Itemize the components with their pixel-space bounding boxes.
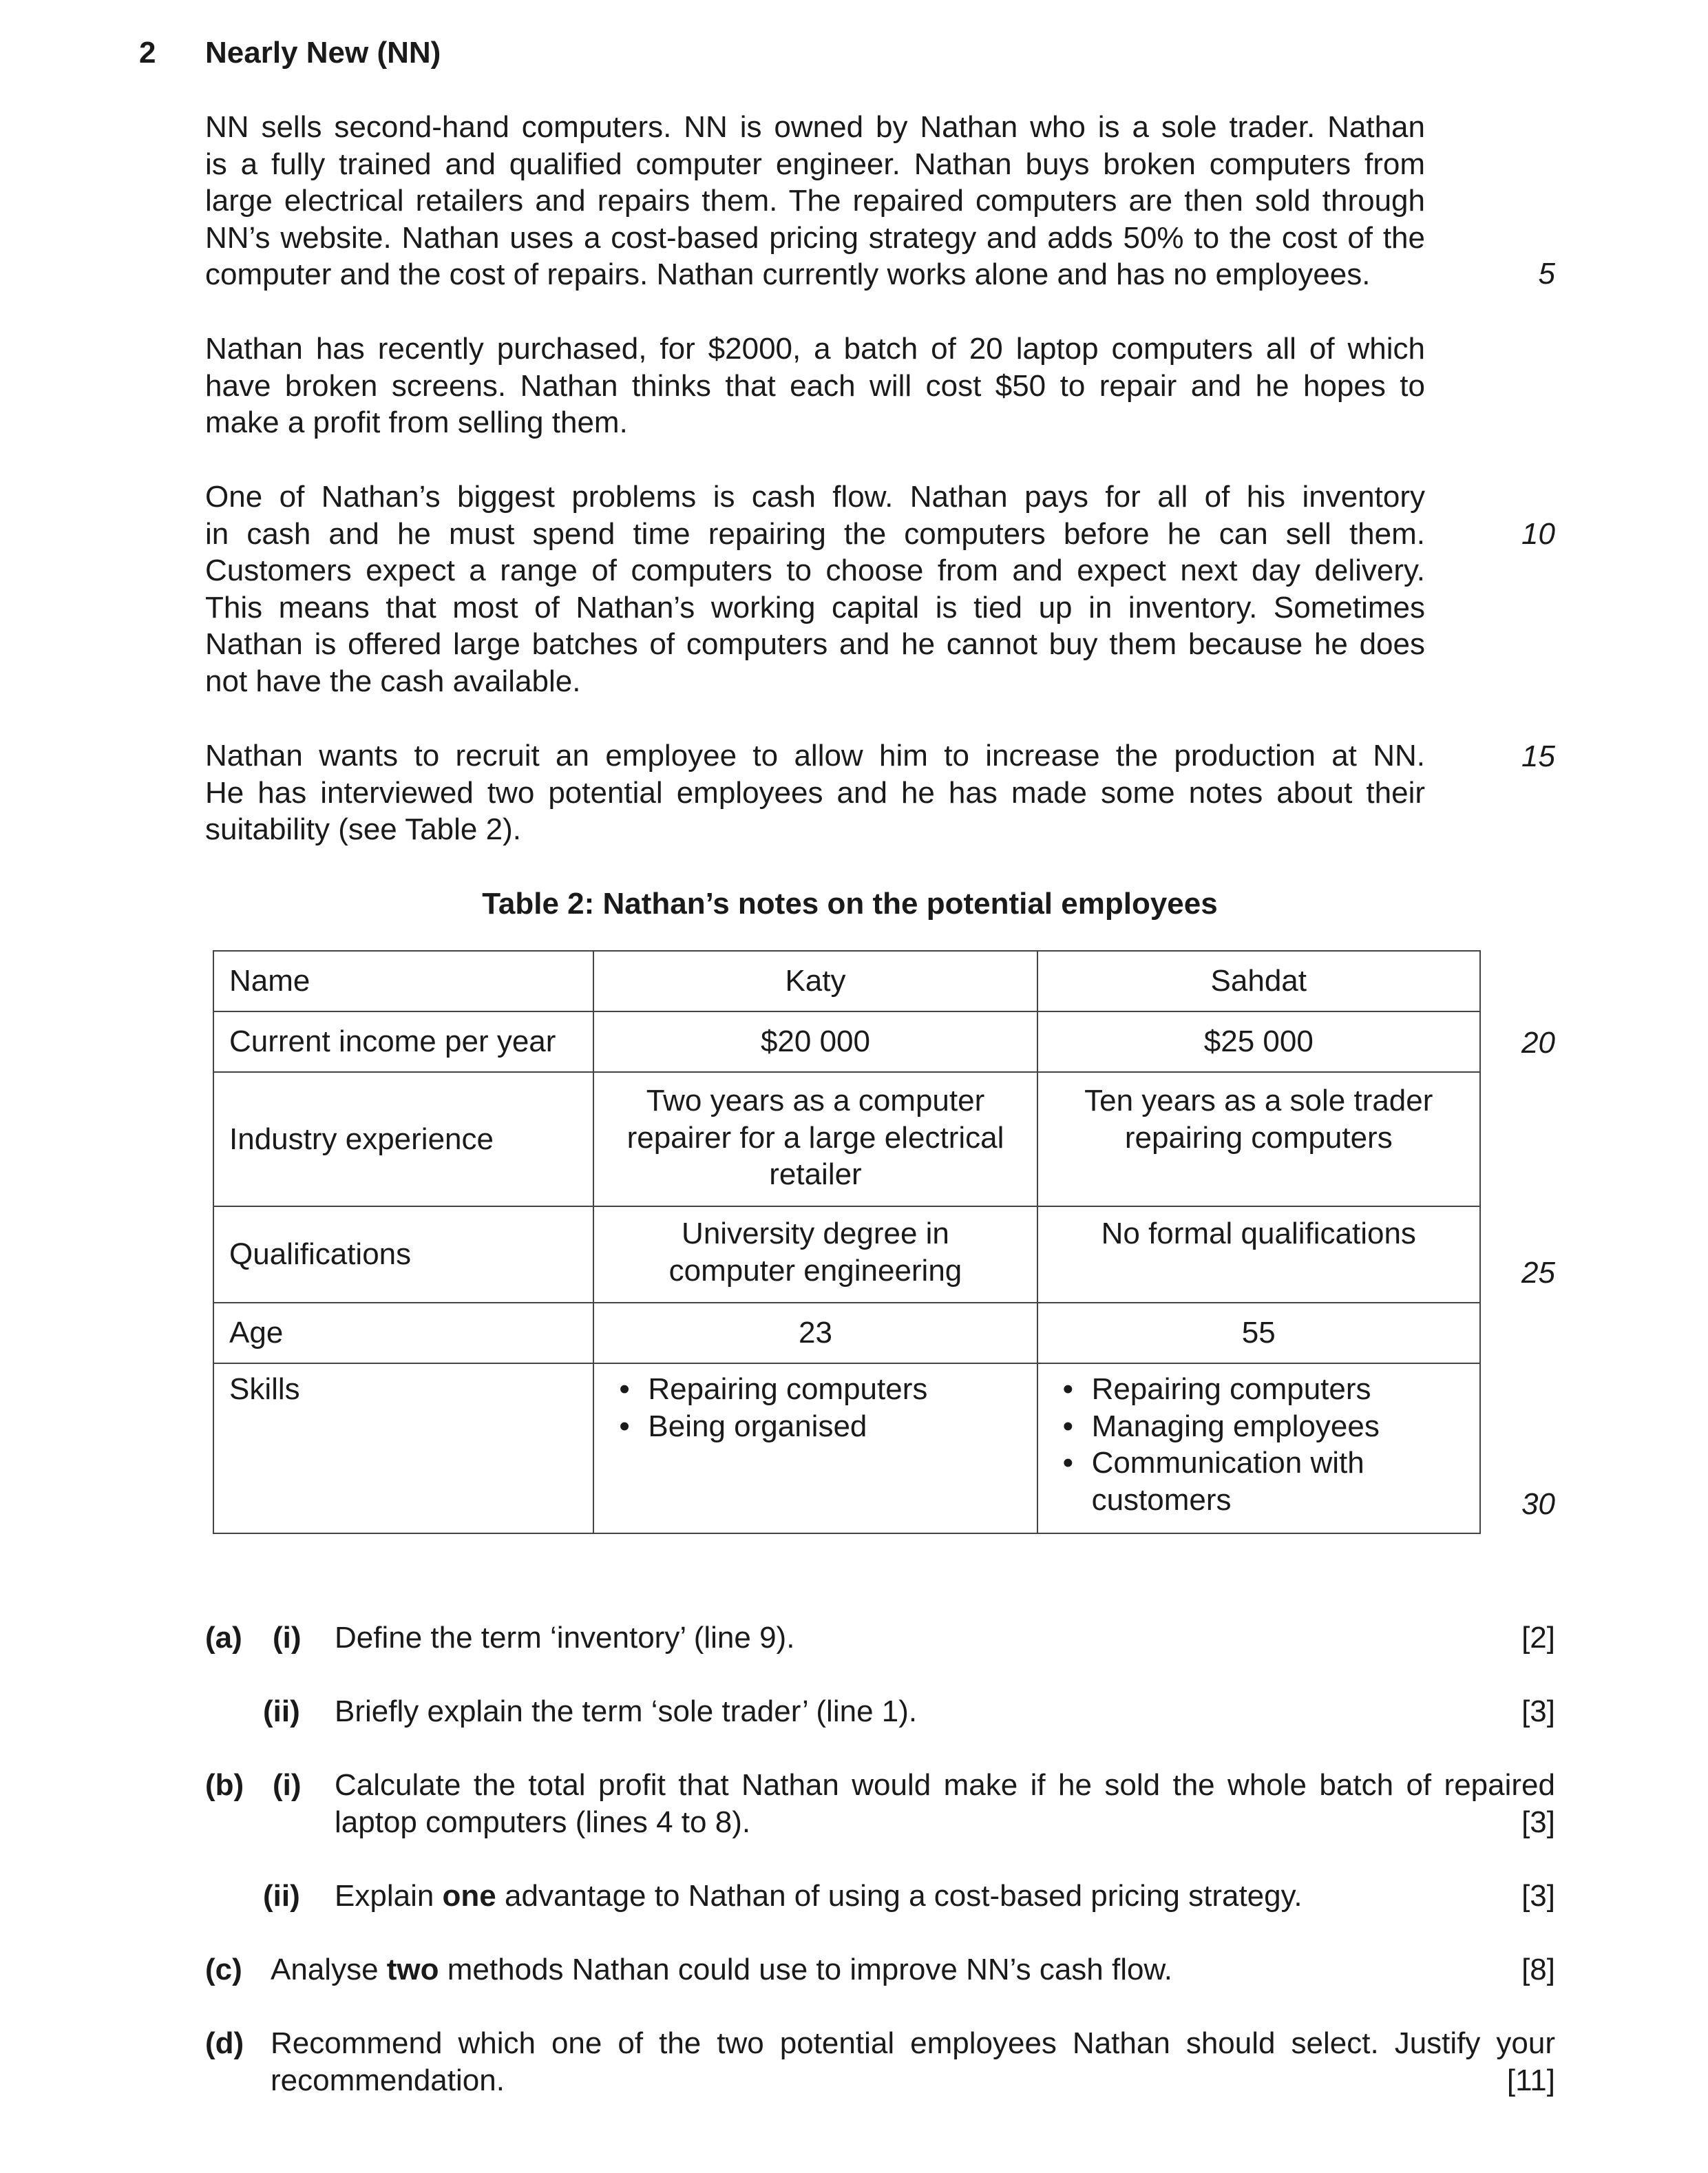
text-line: not have the cash available. bbox=[205, 664, 581, 698]
text-line: have broken screens. Nathan thinks that each will cost $50 to repair and he hopes to bbox=[205, 368, 1425, 403]
text-segment: Explain bbox=[335, 1879, 443, 1913]
cell-line: repairing computers bbox=[1124, 1120, 1393, 1155]
part-d-text-line2: recommendation. bbox=[271, 2064, 505, 2097]
sahdat-income-cell: $25 000 bbox=[1037, 1011, 1480, 1072]
part-a-label: (a) bbox=[205, 1621, 242, 1655]
table-row bbox=[213, 1072, 1480, 1206]
table-row bbox=[213, 1303, 1480, 1363]
text-segment: methods Nathan could use to improve NN’s cash flow. bbox=[439, 1953, 1173, 1986]
cell-line: University degree in bbox=[682, 1217, 949, 1250]
part-b-i-marks: [3] bbox=[1521, 1805, 1555, 1839]
part-a-i-label: (i) bbox=[273, 1621, 302, 1655]
skills-list bbox=[1053, 1371, 1464, 1518]
text-line: make a profit from selling them. bbox=[205, 406, 628, 440]
emphasis-text: one bbox=[442, 1879, 496, 1913]
table-caption bbox=[0, 887, 1708, 921]
row-label: Age bbox=[213, 1303, 593, 1363]
table-row bbox=[213, 1363, 1480, 1533]
text-segment: Analyse bbox=[271, 1953, 387, 1986]
part-b-i-text-line2: laptop computers (lines 4 to 8). bbox=[335, 1805, 751, 1839]
row-label: Qualifications bbox=[213, 1206, 593, 1303]
employee-notes-table bbox=[213, 950, 1481, 1534]
skills-list bbox=[609, 1371, 1021, 1445]
part-b-ii-text bbox=[335, 1878, 1303, 1915]
part-a-ii-label: (ii) bbox=[263, 1694, 300, 1728]
text-line: Nathan has recently purchased, for $2000, a batch of 20 laptop computers all of which bbox=[205, 332, 1425, 366]
text-line: large electrical retailers and repairs them. The repaired computers are then sold through bbox=[205, 184, 1425, 218]
case-paragraph-1 bbox=[205, 109, 1425, 293]
text-line: He has interviewed two potential employees and he has made some notes about their bbox=[205, 775, 1425, 810]
list-item bbox=[1053, 1445, 1464, 1518]
part-d-marks: [11] bbox=[1506, 2064, 1555, 2097]
cell-line: Two years as a computer bbox=[646, 1084, 985, 1117]
table-row bbox=[213, 1206, 1480, 1303]
table-caption-text: Table 2: Nathan’s notes on the potential employees bbox=[482, 887, 1218, 921]
case-paragraph-4 bbox=[205, 737, 1425, 848]
text-line: This means that most of Nathan’s working capital is tied up in inventory. Sometimes bbox=[205, 590, 1425, 624]
row-label: Skills bbox=[213, 1363, 593, 1533]
text-line: Nathan is offered large batches of computers and he cannot buy them because he does bbox=[205, 627, 1425, 662]
line-number: 15 bbox=[1521, 739, 1555, 773]
text-line: is a fully trained and qualified computer engineer. Nathan buys broken computers from bbox=[205, 147, 1425, 181]
list-item: • Repairing computers bbox=[609, 1371, 1021, 1408]
katy-income-cell: $20 000 bbox=[593, 1011, 1037, 1072]
sahdat-skills-cell bbox=[1037, 1363, 1480, 1533]
sahdat-experience-cell bbox=[1037, 1072, 1480, 1206]
katy-age-cell: 23 bbox=[593, 1303, 1037, 1363]
text-line: Customers expect a range of computers to choose from and expect next day delivery. bbox=[205, 554, 1425, 588]
text-line: computer and the cost of repairs. Nathan currently works alone and has no employees. bbox=[205, 258, 1371, 292]
case-paragraph-2 bbox=[205, 330, 1425, 441]
cell-line: retailer bbox=[769, 1157, 862, 1192]
list-item: • Repairing computers bbox=[1053, 1371, 1464, 1408]
part-a-i-marks: [2] bbox=[1521, 1621, 1555, 1655]
line-number: 10 bbox=[1521, 517, 1555, 551]
question-number: 2 bbox=[139, 36, 156, 70]
part-c-label: (c) bbox=[205, 1953, 242, 1986]
text-line: suitability (see Table 2). bbox=[205, 812, 521, 847]
katy-name-cell: Katy bbox=[593, 951, 1037, 1011]
part-c-marks: [8] bbox=[1521, 1953, 1555, 1986]
row-label: Current income per year bbox=[213, 1011, 593, 1072]
katy-qualifications-cell bbox=[593, 1206, 1037, 1303]
text-line: NN sells second-hand computers. NN is owned by Nathan who is a sole trader. Nathan bbox=[205, 110, 1425, 144]
table-row bbox=[213, 951, 1480, 1011]
line-number: 20 bbox=[1521, 1026, 1555, 1060]
text-line: NN’s website. Nathan uses a cost-based pricing strategy and adds 50% to the cost of the bbox=[205, 220, 1425, 255]
emphasis-text: two bbox=[386, 1953, 439, 1986]
line-number: 30 bbox=[1521, 1487, 1555, 1521]
list-item: • Being organised bbox=[609, 1408, 1021, 1445]
part-a-ii-marks: [3] bbox=[1521, 1694, 1555, 1728]
sahdat-age-cell: 55 bbox=[1037, 1303, 1480, 1363]
line-number: 25 bbox=[1521, 1256, 1555, 1290]
row-label: Name bbox=[213, 951, 593, 1011]
part-c-text bbox=[271, 1951, 1172, 1988]
cell-line: computer engineering bbox=[668, 1253, 962, 1288]
part-b-label: (b) bbox=[205, 1768, 244, 1802]
cell-line: Ten years as a sole trader bbox=[1084, 1084, 1433, 1117]
text-segment: advantage to Nathan of using a cost-based pricing strategy. bbox=[496, 1879, 1303, 1913]
table-row bbox=[213, 1011, 1480, 1072]
skill-line: Communication with bbox=[1091, 1446, 1364, 1480]
row-label: Industry experience bbox=[213, 1072, 593, 1206]
skill-line: customers bbox=[1091, 1482, 1232, 1517]
question-title: Nearly New (NN) bbox=[205, 36, 441, 70]
sahdat-name-cell: Sahdat bbox=[1037, 951, 1480, 1011]
part-a-i-text: Define the term ‘inventory’ (line 9). bbox=[335, 1621, 795, 1655]
cell-line: repairer for a large electrical bbox=[626, 1120, 1004, 1155]
part-a-ii-text: Briefly explain the term ‘sole trader’ (line 1). bbox=[335, 1694, 918, 1728]
line-number: 5 bbox=[1538, 257, 1555, 291]
part-b-ii-label: (ii) bbox=[263, 1879, 300, 1913]
part-b-i-text-line1: Calculate the total profit that Nathan would make if he sold the whole batch of repaired bbox=[335, 1768, 1555, 1802]
case-paragraph-3 bbox=[205, 479, 1425, 700]
katy-skills-cell bbox=[593, 1363, 1037, 1533]
text-line: in cash and he must spend time repairing the computers before he can sell them. bbox=[205, 516, 1425, 551]
list-item: • Managing employees bbox=[1053, 1408, 1464, 1445]
sahdat-qualifications-cell: No formal qualifications bbox=[1037, 1206, 1480, 1303]
part-d-text-line1: Recommend which one of the two potential employees Nathan should select. Justify your bbox=[271, 2026, 1555, 2060]
part-b-ii-marks: [3] bbox=[1521, 1879, 1555, 1913]
part-b-i-label: (i) bbox=[273, 1768, 302, 1802]
text-line: Nathan wants to recruit an employee to allow him to increase the production at NN. bbox=[205, 739, 1425, 773]
part-d-label: (d) bbox=[205, 2026, 244, 2060]
katy-experience-cell bbox=[593, 1072, 1037, 1206]
text-line: One of Nathan’s biggest problems is cash flow. Nathan pays for all of his inventory bbox=[205, 480, 1425, 514]
